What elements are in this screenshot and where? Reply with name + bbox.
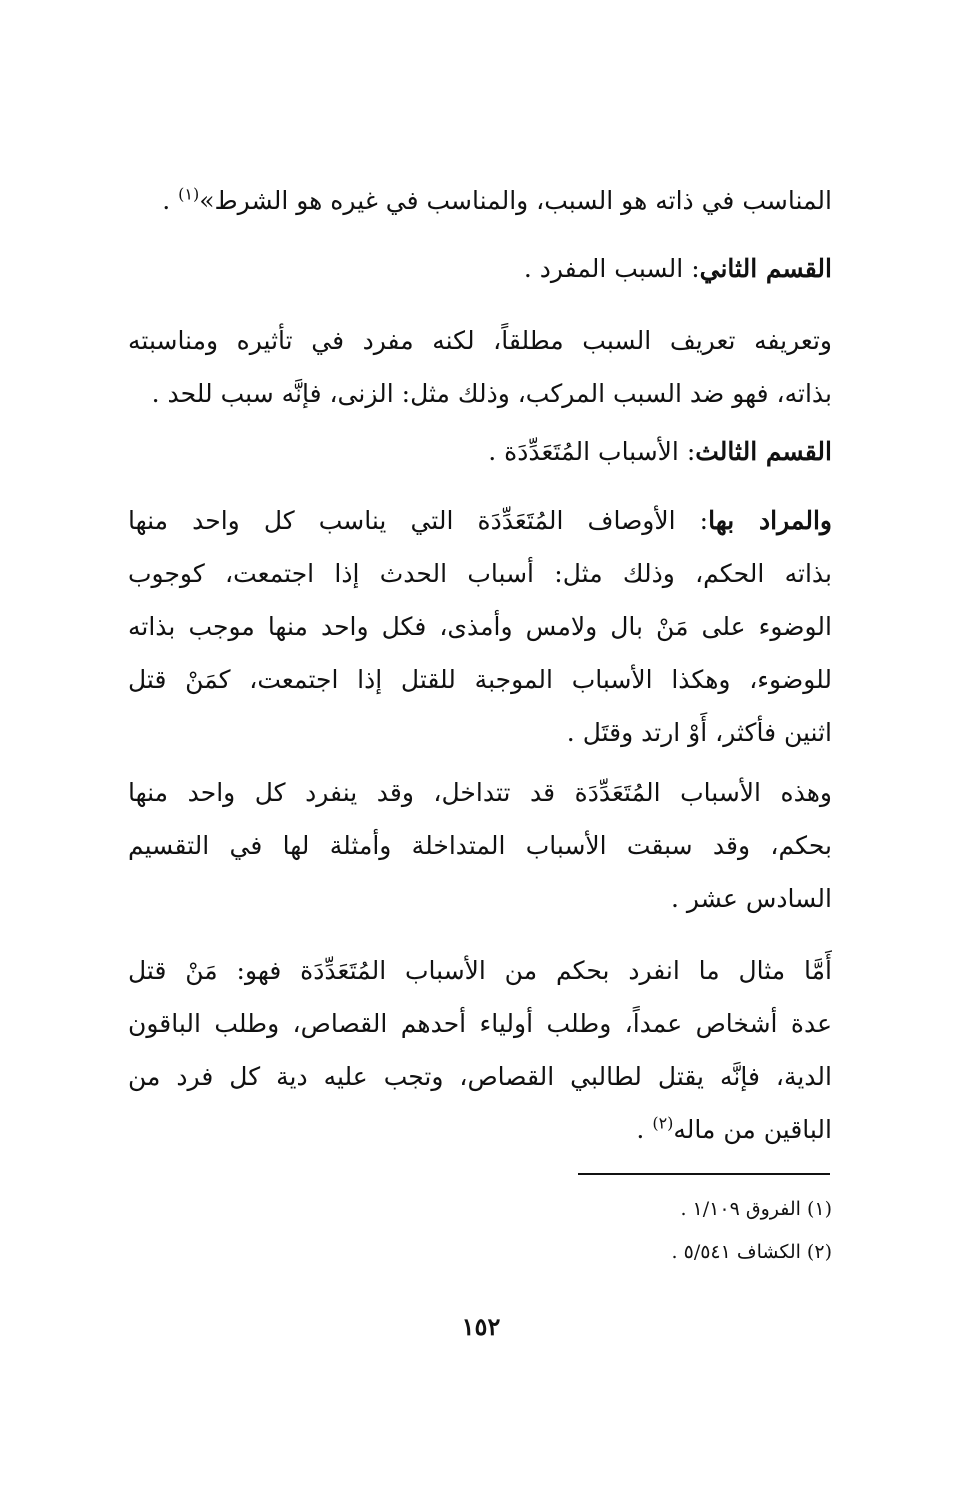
text-line: والمراد بها: الأوصاف المُتَعَدِّدَة التي يناسب كل واحد منها [128, 506, 832, 535]
footnote-separator [578, 1173, 830, 1175]
text-line: المناسب في ذاته هو السبب، والمناسب في غيره هو الشرط»$^{(١)}$ . [162, 184, 832, 215]
text-line: أَمَّا مثال ما انفرد بحكم من الأسباب المُتَعَدِّدَة فهو: مَنْ قتل [128, 956, 832, 985]
text-line: الوضوء على مَنْ بال ولامس وأمذى، فكل واحد منها موجب بذاته [128, 612, 832, 641]
text-line: وتعريفه تعريف السبب مطلقاً، لكنه مفرد في تأثيره ومناسبته [128, 326, 832, 355]
page-number: ١٥٢ [461, 1312, 501, 1341]
text-line: بذاته الحكم، وذلك مثل: أسباب الحدث إذا اجتمعت، كوجوب [128, 559, 832, 588]
paragraph-3 [128, 314, 832, 420]
section-title: القسم الثالث [695, 437, 832, 466]
paragraph-7 [128, 944, 832, 1156]
text-line: السادس عشر . [671, 884, 832, 913]
text-line: بذاته، فهو ضد السبب المركب، وذلك مثل: الزنى، فإنَّه سبب للحد . [151, 379, 832, 408]
paragraph-1 [128, 174, 832, 227]
text-line: الباقين من ماله$^{(٢)}$ . [636, 1113, 832, 1144]
text-line: للوضوء، وهكذا الأسباب الموجبة للقتل إذا اجتمعت، كمَنْ قتل [128, 665, 832, 694]
text-line: الدية، فإنَّه يقتل لطالبي القصاص، وتجب عليه دية كل فرد من [128, 1062, 832, 1091]
section-heading-second [128, 242, 832, 295]
text-line: اثنين فأكثر، أَوْ ارتد وقتَل . [566, 718, 832, 747]
footnote-reference: (٢) [652, 1113, 674, 1133]
paragraph-6 [128, 766, 832, 925]
lead-term: والمراد بها [708, 506, 832, 535]
paragraph-5 [128, 494, 832, 759]
footnote-2: (٢) الكشاف ٥/٥٤١ . [671, 1241, 832, 1263]
section-heading-third [128, 425, 832, 478]
footnote-1: (١) الفروق ١/١٠٩ . [680, 1198, 832, 1220]
text-line: القسم الثاني: السبب المفرد . [523, 254, 832, 283]
footnote-reference: (١) [178, 184, 200, 204]
text-line: وهذه الأسباب المُتَعَدِّدَة قد تتداخل، وقد ينفرد كل واحد منها [128, 778, 832, 807]
section-title: القسم الثاني [699, 254, 832, 283]
text-line: عدة أشخاص عمداً، وطلب أولياء أحدهم القصاص، وطلب الباقون [128, 1009, 832, 1038]
text-line: بحكم، وقد سبقت الأسباب المتداخلة وأمثلة لها في التقسيم [128, 831, 832, 860]
footnotes [128, 1188, 832, 1274]
text-line: القسم الثالث: الأسباب المُتَعَدِّدَة . [488, 437, 832, 466]
